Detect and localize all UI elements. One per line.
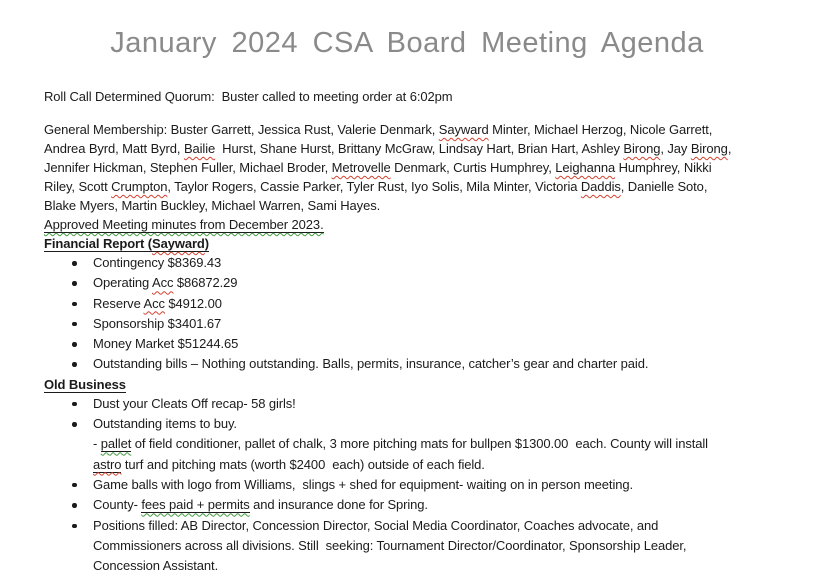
text-segment: Sponsorship $3401.67 — [93, 315, 222, 331]
text-segment: $86872.29 — [173, 275, 238, 291]
bullet-item — [0, 495, 814, 515]
flagged-text: Crumpton — [111, 179, 168, 194]
bullet-item — [0, 334, 814, 354]
document-title: January 2024 CSA Board Meeting Agenda — [110, 27, 704, 59]
text-line — [0, 196, 814, 215]
flagged-text: Acc — [143, 295, 165, 311]
text-segment: turf and pitching mats (worth $2400 each) outside of each field. — [121, 456, 485, 472]
bullet-icon — [72, 322, 77, 327]
bullet-icon — [72, 524, 77, 529]
text-segment: of field conditioner, pallet of chalk, 3 more pitching mats for bullpen $1300.00 each. County will install — [131, 436, 708, 452]
bullet-icon — [72, 302, 77, 307]
bullet-item — [0, 314, 814, 334]
flagged-text: Sayward — [152, 236, 205, 251]
text-segment: , — [727, 141, 732, 156]
bullet-icon — [72, 422, 77, 427]
text-line — [0, 455, 814, 475]
text-segment: Dust your Cleats Off recap- 58 girls! — [93, 395, 296, 411]
text-line — [0, 215, 814, 234]
text-line — [0, 536, 814, 556]
text-segment: Outstanding bills – Nothing outstanding. Balls, permits, insurance, catcher’s gear and charter paid. — [93, 356, 649, 372]
flagged-text: Metrovelle — [331, 160, 391, 175]
flagged-text: Acc — [152, 275, 174, 291]
bullet-icon — [72, 261, 77, 266]
text-line — [0, 434, 814, 454]
flagged-text: fees paid + permits — [141, 497, 250, 513]
text-segment: Andrea Byrd, Matt Byrd, — [44, 141, 184, 156]
bullet-item — [0, 475, 814, 495]
text-segment: ) — [204, 236, 210, 251]
bullet-item — [0, 273, 814, 293]
text-segment: , Jay — [660, 141, 691, 156]
bullet-item — [0, 253, 814, 273]
text-segment: and insurance done for Spring. — [249, 497, 428, 513]
text-segment: Financial Report ( — [44, 236, 152, 251]
text-segment: Blake Myers, Martin Buckley, Michael Warren, Sami Hayes. — [44, 198, 381, 213]
text-segment: Game balls with logo from Williams, slings + shed for equipment- waiting on in person meeting. — [93, 476, 633, 492]
text-segment: Hurst, Shane Hurst, Brittany McGraw, Lindsay Hart, Brian Hart, Ashley — [215, 141, 624, 156]
bullet-item — [0, 394, 814, 414]
paragraph-gap — [0, 106, 814, 120]
text-line — [0, 158, 814, 177]
text-segment: Roll Call Determined Quorum: Buster called to meeting order at 6:02pm — [44, 89, 453, 104]
text-segment: County- — [93, 497, 142, 513]
bullet-icon — [72, 483, 77, 488]
text-segment: Commissioners across all divisions. Still seeking: Tournament Director/Coordinator, Sponsorship Leader, — [93, 537, 687, 553]
text-line — [0, 177, 814, 196]
document-body — [0, 60, 814, 576]
text-line — [0, 120, 814, 139]
bullet-icon — [72, 503, 77, 508]
bullet-item — [0, 294, 814, 314]
text-line — [0, 139, 814, 158]
flagged-text: Birong — [623, 141, 661, 156]
text-line — [0, 87, 814, 106]
text-segment: Minter, Michael Herzog, Nicole Garrett, — [488, 122, 713, 137]
text-segment: Denmark, Curtis Humphrey, — [390, 160, 556, 175]
text-segment: Concession Assistant. — [93, 558, 219, 574]
text-segment: , Danielle Soto, — [620, 179, 708, 194]
text-line — [0, 234, 814, 253]
bullet-icon — [72, 281, 77, 286]
text-segment: Operating — [93, 275, 152, 291]
text-line — [0, 375, 814, 394]
bullet-item — [0, 414, 814, 434]
text-segment: , Taylor Rogers, Cassie Parker, Tyler Rust, Iyo Solis, Mila Minter, Victoria — [167, 179, 581, 194]
bullet-item — [0, 354, 814, 374]
text-segment: $4912.00 — [164, 295, 222, 311]
flagged-text: Sayward — [438, 122, 489, 137]
text-segment: General Membership: Buster Garrett, Jessica Rust, Valerie Denmark, — [44, 122, 439, 137]
bullet-icon — [72, 342, 77, 347]
flagged-text: Daddis — [580, 179, 621, 194]
text-segment: - — [93, 436, 101, 452]
flagged-text: astro — [93, 456, 122, 472]
bullet-icon — [72, 402, 77, 407]
bullet-item — [0, 516, 814, 536]
text-segment: Jennifer Hickman, Stephen Fuller, Michael Broder, — [44, 160, 332, 175]
flagged-text: Leighanna — [555, 160, 616, 175]
text-line — [0, 556, 814, 576]
text-segment: Outstanding items to buy. — [93, 416, 237, 432]
bullet-icon — [72, 362, 77, 367]
flagged-text: Approved Meeting minutes from December 2023. — [44, 217, 324, 232]
flagged-text: Birong — [690, 141, 728, 156]
text-segment: Money Market $51244.65 — [93, 336, 239, 352]
flagged-text: Bailie — [183, 141, 216, 156]
text-segment: Positions filled: AB Director, Concession Director, Social Media Coordinator, Coaches advocate, and — [93, 517, 659, 533]
text-segment: Contingency $8369.43 — [93, 255, 222, 270]
text-segment: Old Business — [44, 376, 126, 392]
text-segment: Riley, Scott — [44, 179, 112, 194]
text-segment: Humphrey, Nikki — [615, 160, 712, 175]
text-segment: Reserve — [93, 295, 144, 311]
flagged-text: pallet — [100, 436, 132, 452]
